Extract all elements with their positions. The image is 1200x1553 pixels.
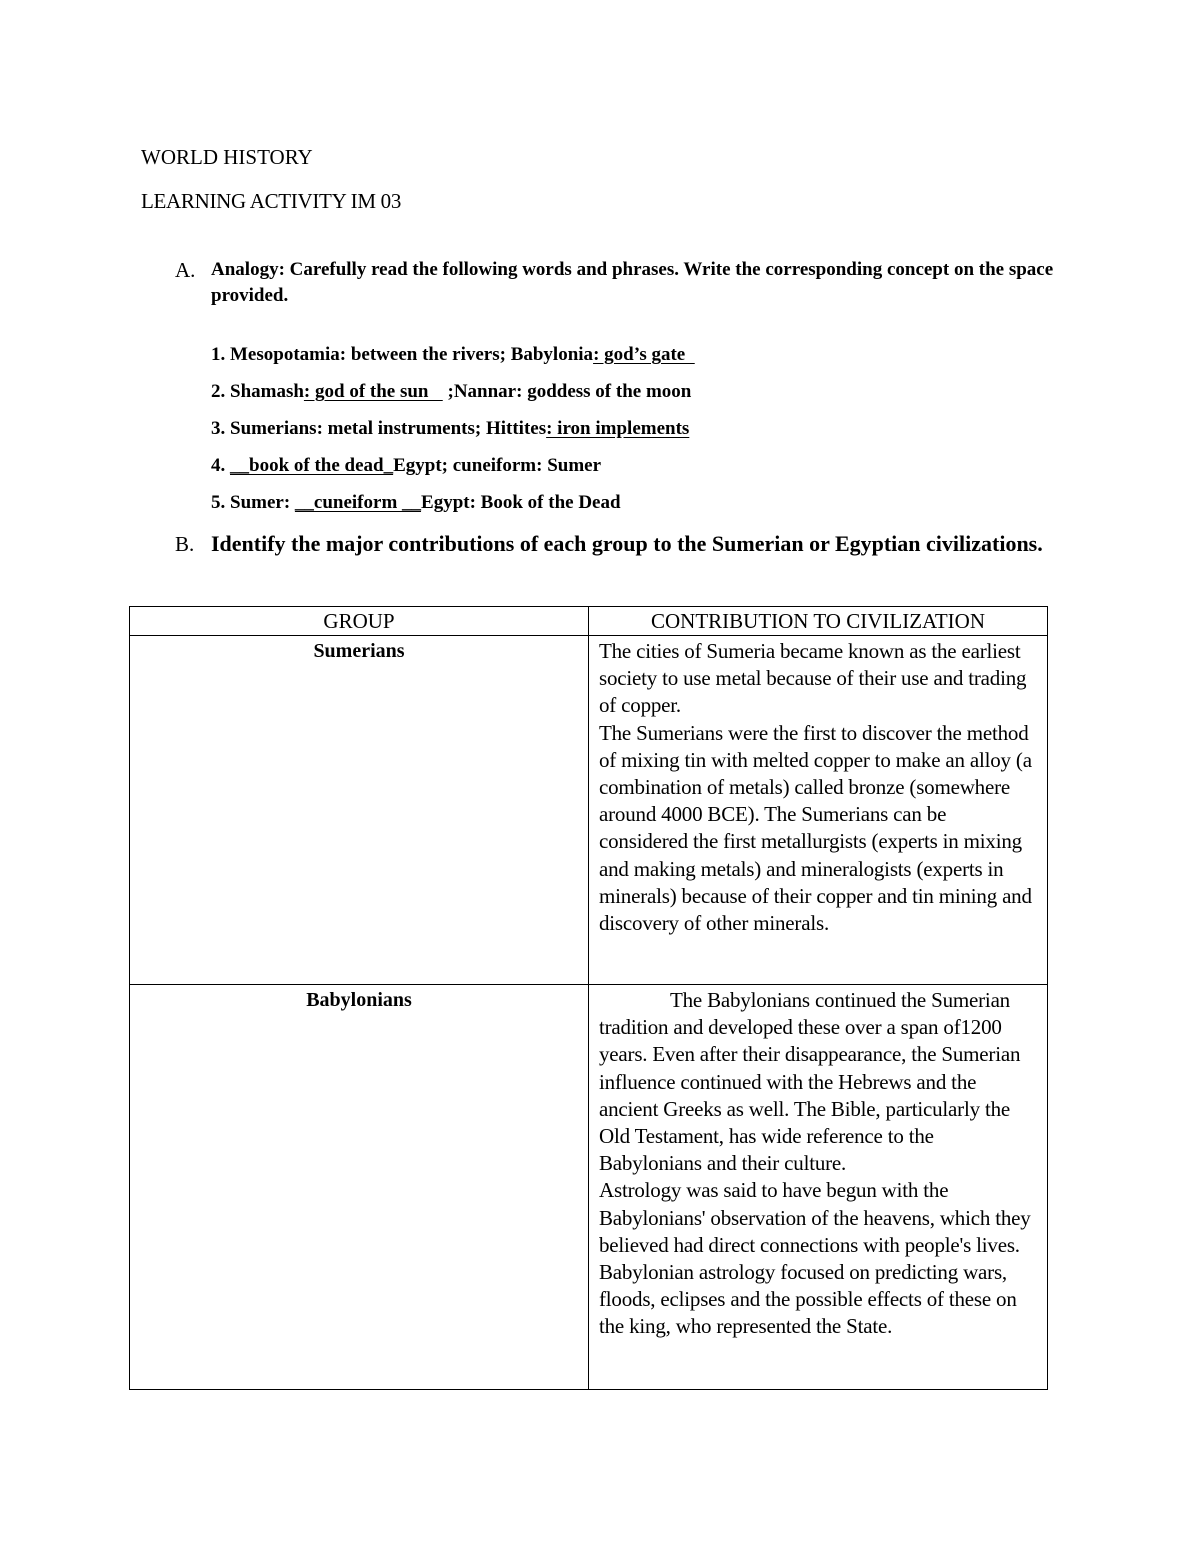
- contribution-table: [129, 606, 1048, 1390]
- analogy-prefix: 1. Mesopotamia: between the rivers; Babylonia: [211, 344, 594, 365]
- table-header-row: [130, 607, 1048, 636]
- contribution-paragraph: Astrology was said to have begun with the Babylonians' observation of the heavens, which they believed had direct connections with people's lives. Babylonian astrology focused on predicting wars, floods, eclipses and the possible effects of these on the king, who represented the State.: [599, 1178, 1031, 1339]
- analogy-item-3: [211, 416, 695, 442]
- analogy-suffix: Egypt; cuneiform: Sumer: [393, 455, 602, 476]
- analogy-prefix: 3. Sumerians: metal instruments; Hittites: [211, 418, 547, 439]
- analogy-item-4: [211, 453, 695, 479]
- section-a-instruction: Analogy: Carefully read the following words and phrases. Write the corresponding concept on the space provided.: [211, 259, 1054, 306]
- analogy-answer: : god’s gate: [593, 344, 695, 365]
- section-b: [175, 531, 1059, 557]
- contribution-cell: [589, 985, 1048, 1390]
- analogy-suffix: ;Nannar: goddess of the moon: [442, 381, 692, 402]
- analogy-item-2: [211, 379, 695, 405]
- analogy-prefix: 5. Sumer:: [211, 492, 295, 513]
- contribution-cell: [589, 636, 1048, 985]
- contribution-text: [589, 985, 1047, 1341]
- document-title: WORLD HISTORY: [141, 145, 313, 169]
- analogy-item-1: [211, 342, 695, 368]
- group-cell: [130, 636, 589, 985]
- document-subtitle: LEARNING ACTIVITY IM 03: [141, 189, 402, 213]
- analogy-answer: __cuneiform __: [294, 492, 422, 513]
- section-b-instruction: Identify the major contributions of each group to the Sumerian or Egyptian civilizations.: [211, 531, 1043, 556]
- analogy-answer: : iron implements: [546, 418, 690, 439]
- analogy-answer: : god of the sun: [303, 381, 443, 402]
- section-a-letter: A.: [175, 258, 196, 282]
- section-a: [175, 257, 1065, 309]
- contribution-paragraph: The Sumerians were the first to discover the method of mixing tin with melted copper to make an alloy (a combination of metals) called bronze (somewhere around 4000 BCE). The Sumerians can be considered the first metallurgists (experts in mixing and making metals) and mineralogists (experts in minerals) because of their copper and tin mining and discovery of other minerals.: [599, 720, 1032, 936]
- table-row: [130, 636, 1048, 985]
- column-header-group: GROUP: [130, 607, 589, 636]
- column-header-contribution: CONTRIBUTION TO CIVILIZATION: [589, 607, 1048, 636]
- analogy-prefix: 4.: [211, 455, 230, 476]
- analogy-prefix: 2. Shamash: [211, 381, 304, 402]
- analogy-list: [211, 342, 695, 527]
- group-cell: [130, 985, 589, 1390]
- section-b-letter: B.: [175, 532, 195, 556]
- group-name: Babylonians: [306, 989, 412, 1011]
- contribution-text: [589, 636, 1047, 937]
- contribution-paragraph: The Babylonians continued the Sumerian tradition and developed these over a span of1200 years. Even after their disappearance, the Sumerian influence continued with the Hebrews and the ancient Greeks as well. The Bible, particularly the Old Testament, has wide reference to the Babylonians and their culture.: [599, 988, 1021, 1176]
- analogy-item-5: [211, 490, 695, 516]
- analogy-suffix: Egypt: Book of the Dead: [421, 492, 621, 513]
- group-name: Sumerians: [313, 640, 405, 662]
- analogy-answer: __book of the dead_: [230, 455, 394, 476]
- contribution-paragraph: The cities of Sumeria became known as the earliest society to use metal because of their use and trading of copper.: [599, 639, 1027, 718]
- table-row: [130, 985, 1048, 1390]
